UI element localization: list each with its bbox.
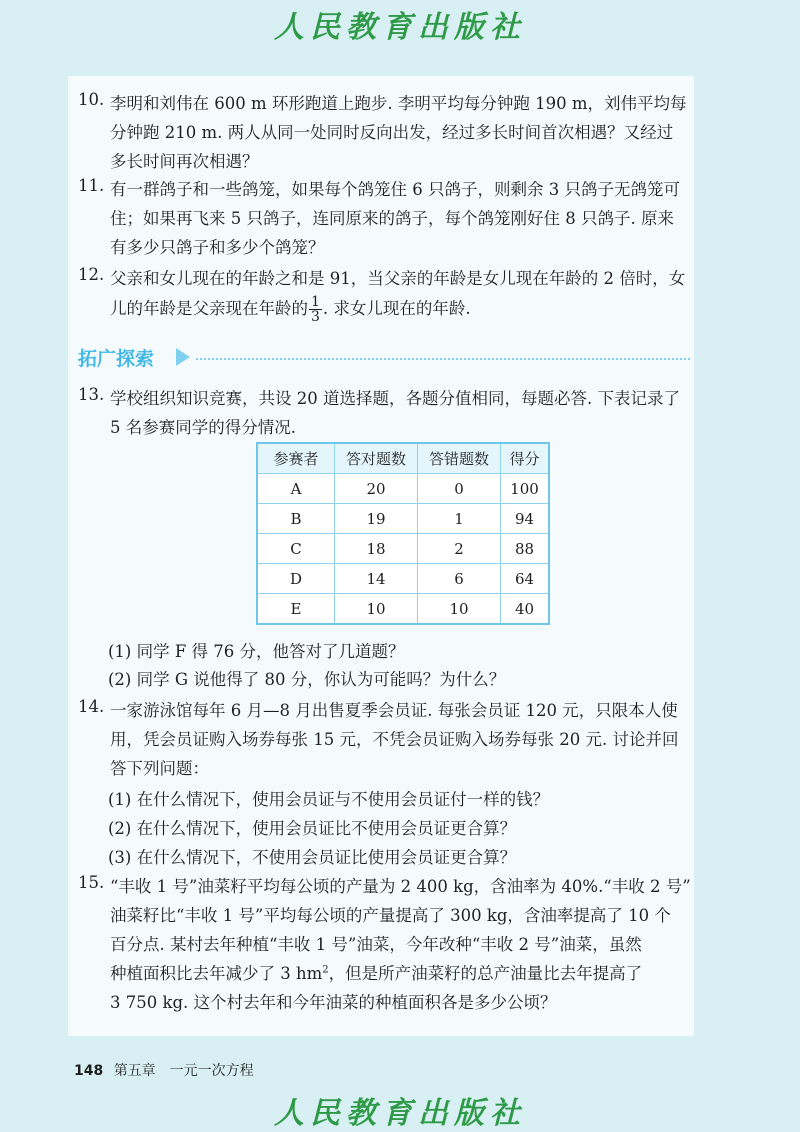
problem-number: 10. [78, 90, 105, 109]
problem-line: 5 名参赛同学的得分情况. [110, 418, 296, 437]
table-cell: B [257, 504, 335, 534]
table-cell: 1 [418, 504, 501, 534]
arrow-right-icon [176, 348, 190, 366]
table-cell: 18 [335, 534, 418, 564]
table-cell: D [257, 564, 335, 594]
problem-line: 一家游泳馆每年 6 月—8 月出售夏季会员证. 每张会员证 120 元，只限本人使 [110, 701, 678, 720]
text-fragment: 儿的年龄是父亲现在年龄的 [110, 299, 308, 318]
problem-number: 14. [78, 697, 105, 716]
table-cell: 88 [501, 534, 550, 564]
score-table [256, 442, 550, 625]
table-row [257, 474, 549, 504]
table-row [257, 504, 549, 534]
problem-number: 13. [78, 385, 105, 404]
table-row [257, 594, 549, 625]
sub-question: (2) 同学 G 说他得了 80 分，你认为可能吗？为什么？ [108, 670, 506, 689]
page-number: 148 [74, 1063, 104, 1079]
problem-line: 有多少只鸽子和多少个鸽笼？ [110, 238, 325, 257]
table-row [257, 534, 549, 564]
table-cell: 20 [335, 474, 418, 504]
table-header-row [257, 443, 549, 474]
table-row [257, 564, 549, 594]
column-header: 答对题数 [335, 443, 418, 474]
problem-line: 有一群鸽子和一些鸽笼，如果每个鸽笼住 6 只鸽子，则剩余 3 只鸽子无鸽笼可 [110, 180, 680, 199]
text-fragment: 种植面积比去年减少了 3 hm [110, 964, 323, 983]
table-cell: 94 [501, 504, 550, 534]
fraction-denominator: 3 [311, 309, 320, 325]
table-cell: C [257, 534, 335, 564]
problem-line: “丰收 1 号”油菜籽平均每公顷的产量为 2 400 kg，含油率为 40%.“丰收 2 号” [110, 877, 691, 896]
problem-line: 3 750 kg. 这个村去年和今年油菜的种植面积各是多少公顷？ [110, 993, 557, 1012]
text-fragment: ，但是所产油菜籽的总产油量比去年提高了 [328, 964, 643, 983]
problem-line: 父亲和女儿现在的年龄之和是 91，当父亲的年龄是女儿现在年龄的 2 倍时，女 [110, 269, 686, 288]
chapter-title: 第五章 一元一次方程 [113, 1063, 254, 1079]
column-header: 参赛者 [257, 443, 335, 474]
page-footer [74, 1060, 254, 1080]
superscript: 2 [322, 964, 329, 976]
problem-line: 用，凭会员证购入场券每张 15 元，不凭会员证购入场券每张 20 元. 讨论并回 [110, 730, 679, 749]
problem-line: 学校组织知识竞赛，共设 20 道选择题，各题分值相同，每题必答. 下表记录了 [110, 389, 680, 408]
dotted-divider [196, 358, 690, 360]
sub-question: (1) 在什么情况下，使用会员证与不使用会员证付一样的钱？ [108, 790, 550, 809]
section-heading [78, 344, 688, 374]
table-cell: 100 [501, 474, 550, 504]
sub-question: (3) 在什么情况下，不使用会员证比使用会员证更合算？ [108, 848, 517, 867]
publisher-logo-bottom: 人民教育出版社 [274, 1096, 526, 1131]
fraction-numerator: 1 [311, 294, 320, 310]
problem-line: 答下列问题： [110, 759, 209, 778]
table-cell: 10 [335, 594, 418, 625]
section-title: 拓广探索 [78, 348, 155, 370]
problem-line: 住；如果再飞来 5 只鸽子，连同原来的鸽子，每个鸽笼刚好住 8 只鸽子. 原来 [110, 209, 674, 228]
problem-line: 李明和刘伟在 600 m 环形跑道上跑步. 李明平均每分钟跑 190 m，刘伟平均每 [110, 94, 687, 113]
problem-panel [68, 76, 694, 1036]
table-cell: A [257, 474, 335, 504]
sub-question: (1) 同学 F 得 76 分，他答对了几道题？ [108, 642, 405, 661]
problem-line: 油菜籽比“丰收 1 号”平均每公顷的产量提高了 300 kg，含油率提高了 10 个 [110, 906, 671, 925]
table-cell: E [257, 594, 335, 625]
table-cell: 64 [501, 564, 550, 594]
publisher-logo-top: 人民教育出版社 [274, 10, 526, 45]
table-cell: 6 [418, 564, 501, 594]
table-cell: 0 [418, 474, 501, 504]
problem-number: 11. [78, 176, 105, 195]
problem-line: 多长时间再次相遇？ [110, 152, 259, 171]
problem-line: 百分点. 某村去年种植“丰收 1 号”油菜，今年改种“丰收 2 号”油菜，虽然 [110, 935, 642, 954]
sub-question: (2) 在什么情况下，使用会员证比不使用会员证更合算？ [108, 819, 517, 838]
column-header: 得分 [501, 443, 550, 474]
problem-line [110, 960, 642, 984]
table-cell: 40 [501, 594, 550, 625]
column-header: 答错题数 [418, 443, 501, 474]
table-cell: 14 [335, 564, 418, 594]
problem-number: 12. [78, 265, 105, 284]
problem-line [110, 295, 471, 324]
problem-line: 分钟跑 210 m. 两人从同一处同时反向出发，经过多长时间首次相遇？又经过 [110, 123, 674, 142]
table-cell: 10 [418, 594, 501, 625]
fraction-one-third [309, 295, 322, 324]
table-cell: 19 [335, 504, 418, 534]
text-fragment: . 求女儿现在的年龄. [322, 299, 471, 318]
problem-number: 15. [78, 873, 105, 892]
table-cell: 2 [418, 534, 501, 564]
